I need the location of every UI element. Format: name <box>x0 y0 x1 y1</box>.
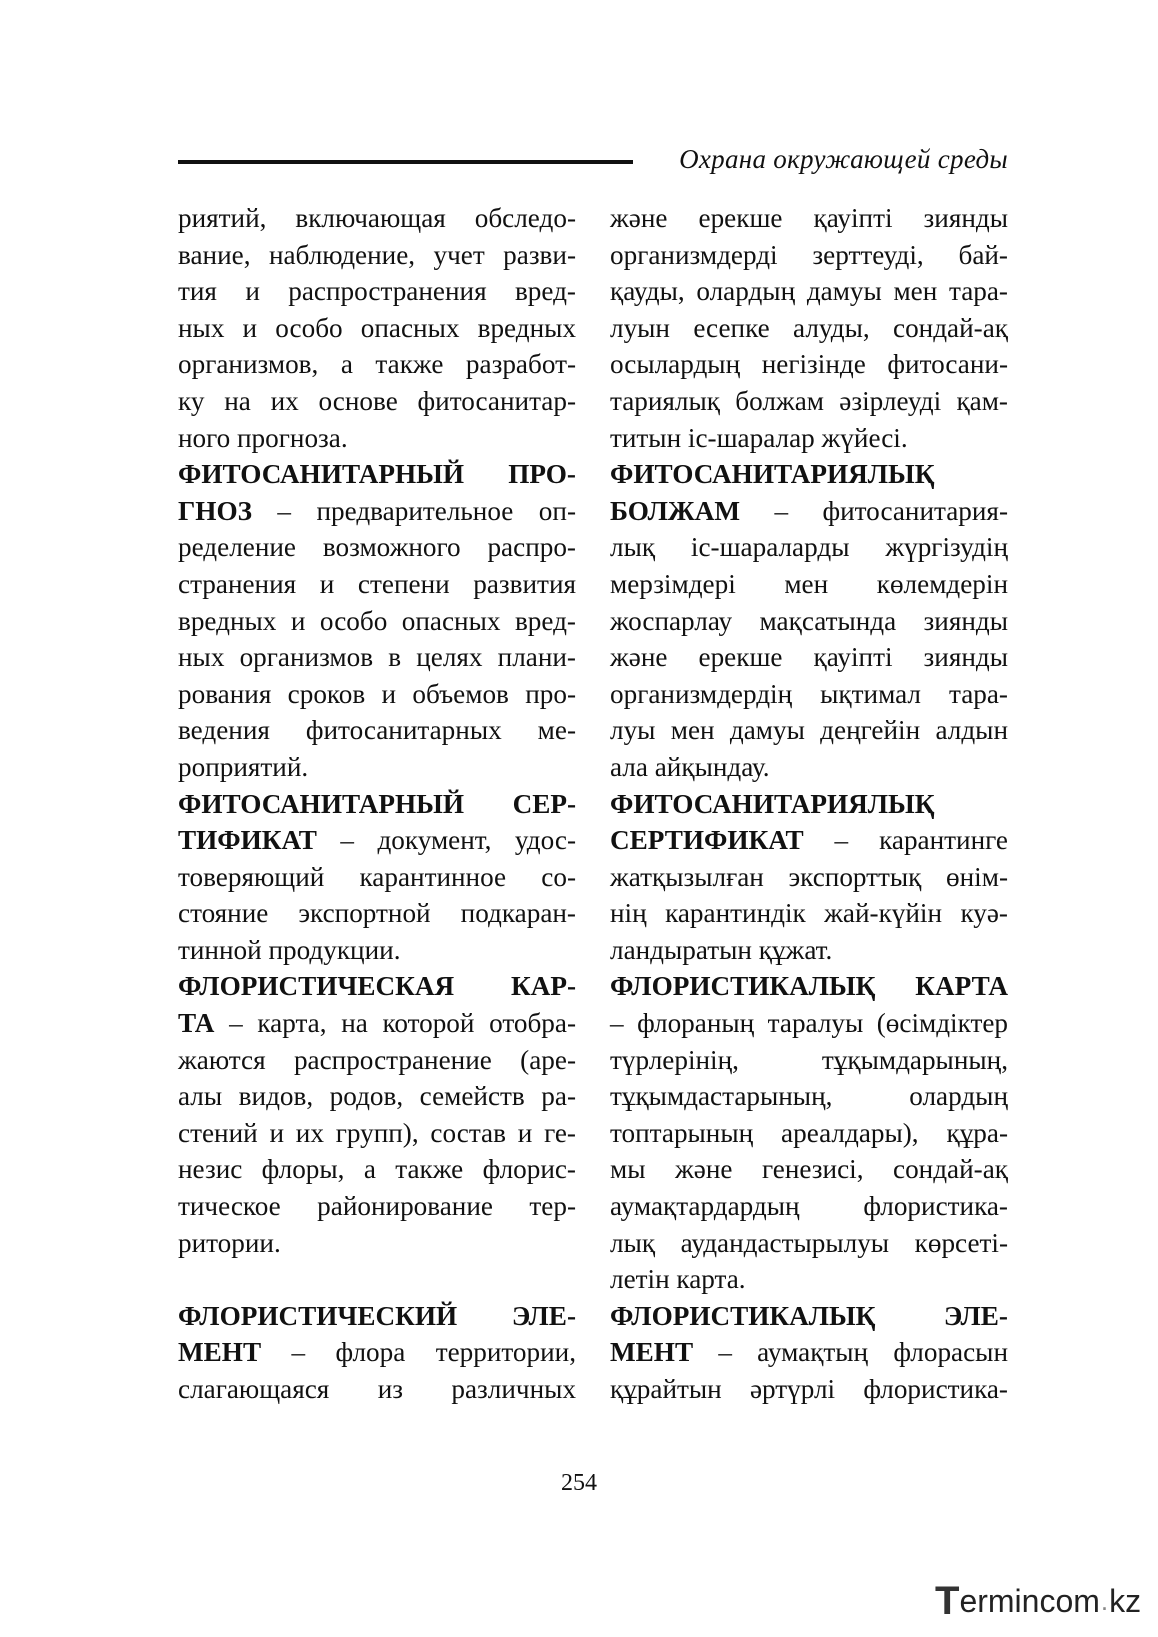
definition-text: лық іс-шараларды жүргізудің <box>610 532 1008 563</box>
definition-text: луы мен дамуы деңгейін алдын <box>610 715 1008 746</box>
text-line <box>610 1115 1008 1152</box>
text-line <box>610 1298 1008 1335</box>
term-heading: ГНОЗ <box>178 495 252 526</box>
watermark-dot: . <box>1100 1585 1109 1616</box>
text-line <box>610 859 1008 896</box>
text-line <box>178 639 576 676</box>
text-line <box>610 383 1008 420</box>
text-line <box>178 493 576 530</box>
definition-text: тия и распространения вред- <box>178 276 576 307</box>
term-heading: ФИТОСАНИТАРНЫЙ СЕР- <box>178 788 576 819</box>
text-line <box>610 749 1008 786</box>
definition-text: аумақтардардың флористика- <box>610 1191 1008 1222</box>
definition-text: топтарының ареалдары), құра- <box>610 1117 1008 1148</box>
text-line <box>178 932 576 969</box>
term-heading: МЕНТ <box>610 1337 694 1368</box>
text-line <box>610 712 1008 749</box>
text-line <box>610 639 1008 676</box>
text-line <box>178 1225 576 1262</box>
definition-text: және ерекше қауіпті зиянды <box>610 203 1008 233</box>
definition-text: тариялық болжам әзірлеуді қам- <box>610 385 1008 416</box>
definition-text: ределение возможного распро- <box>178 532 576 563</box>
text-line <box>610 895 1008 932</box>
definition-text: – флора территории, <box>261 1337 576 1368</box>
text-line <box>610 1005 1008 1042</box>
definition-text: алы видов, родов, семейств ра- <box>178 1081 576 1112</box>
text-line <box>610 200 1008 237</box>
text-line <box>178 1042 576 1079</box>
definition-text: тұқымдастарының, олардың <box>610 1081 1008 1112</box>
definition-text: организмдерді зерттеуді, бай- <box>610 239 1008 270</box>
definition-text: ведения фитосанитарных ме- <box>178 715 576 746</box>
definition-text: қауды, олардың дамуы мен тара- <box>610 276 1008 307</box>
definition-text: ландыратын құжат. <box>610 934 833 965</box>
text-line <box>610 310 1008 347</box>
text-line <box>178 895 576 932</box>
definition-text: және ерекше қауіпті зиянды <box>610 642 1008 673</box>
text-line <box>610 932 1008 969</box>
definition-text: – флораның таралуы (өсімдіктер <box>610 1008 1008 1039</box>
definition-text: организмов, а также разработ- <box>178 349 576 380</box>
definition-text: ных и особо опасных вредных <box>178 312 576 343</box>
text-line <box>178 1371 576 1408</box>
definition-text: вредных и особо опасных вред- <box>178 605 576 636</box>
text-line <box>610 493 1008 530</box>
text-line <box>178 529 576 566</box>
definition-text: осылардың негізінде фитосани- <box>610 349 1008 380</box>
text-line <box>610 676 1008 713</box>
term-heading: СЕРТИФИКАТ <box>610 825 804 856</box>
text-line <box>610 420 1008 457</box>
text-line <box>610 273 1008 310</box>
text-line <box>178 566 576 603</box>
watermark-name: ermincom <box>959 1582 1100 1619</box>
text-line <box>178 1334 576 1371</box>
definition-text: нің карантиндік жай-күйін куә- <box>610 898 1008 929</box>
text-line <box>610 1371 1008 1408</box>
text-line <box>178 859 576 896</box>
definition-text: – карантинге <box>803 825 1008 856</box>
text-line <box>178 822 576 859</box>
definition-text: роприятий. <box>178 751 309 782</box>
definition-text: вание, наблюдение, учет разви- <box>178 239 576 270</box>
page-number: 254 <box>561 1470 597 1496</box>
text-line <box>178 237 576 274</box>
definition-text: – предварительное оп- <box>251 495 576 526</box>
definition-text: стений и их групп), состав и ге- <box>178 1117 576 1148</box>
text-line <box>610 968 1008 1005</box>
definition-text: ала айқындау. <box>610 751 770 782</box>
definition-text: – аумақтың флорасын <box>693 1337 1008 1368</box>
term-heading: ФИТОСАНИТАРИЯЛЫҚ <box>610 459 935 490</box>
header-rule <box>178 160 633 164</box>
term-heading: ФИТОСАНИТАРИЯЛЫҚ <box>610 788 935 819</box>
page-header <box>178 144 1008 188</box>
text-line <box>178 1298 576 1335</box>
text-line <box>610 822 1008 859</box>
text-line <box>178 1151 576 1188</box>
definition-text: риятий, включающая обследо- <box>178 203 576 233</box>
text-line <box>178 1188 576 1225</box>
text-line <box>178 712 576 749</box>
definition-text: лық аудандастырылуы көрсеті- <box>610 1227 1008 1258</box>
definition-text: мерзімдері мен көлемдерін <box>610 568 1008 599</box>
running-header-title: Охрана окружающей среды <box>679 144 1008 174</box>
definition-text: ку на их основе фитосанитар- <box>178 385 576 416</box>
text-line <box>178 749 576 786</box>
definition-text: незис флоры, а также флорис- <box>178 1154 576 1185</box>
text-line <box>178 310 576 347</box>
text-line <box>610 456 1008 493</box>
right-column-kazakh <box>610 200 1008 1408</box>
term-heading: ФЛОРИСТИЧЕСКАЯ КАР- <box>178 971 576 1002</box>
term-heading: БОЛЖАМ <box>610 495 741 526</box>
text-line <box>610 1188 1008 1225</box>
definition-text: стояние экспортной подкаран- <box>178 898 576 929</box>
text-line <box>610 1261 1008 1298</box>
watermark-tld: kz <box>1109 1582 1142 1619</box>
text-line <box>610 566 1008 603</box>
definition-text: мы және генезисі, сондай-ақ <box>610 1154 1008 1185</box>
text-line <box>610 1151 1008 1188</box>
term-heading: ФЛОРИСТИКАЛЫҚ КАРТА <box>610 971 1008 1002</box>
definition-text: түрлерінің, тұқымдарының, <box>610 1044 1008 1075</box>
definition-text: ных организмов в целях плани- <box>178 642 576 673</box>
definition-text: тическое районирование тер- <box>178 1191 576 1222</box>
definition-text: жаются распространение (аре- <box>178 1044 576 1075</box>
text-line <box>610 237 1008 274</box>
text-line <box>178 273 576 310</box>
definition-text: товеряющий карантинное со- <box>178 861 576 892</box>
term-heading: ФЛОРИСТИЧЕСКИЙ ЭЛЕ- <box>178 1300 576 1331</box>
text-line <box>178 968 576 1005</box>
text-line <box>610 1334 1008 1371</box>
definition-text: құрайтын әртүрлі флористика- <box>610 1374 1008 1404</box>
definition-text: странения и степени развития <box>178 568 576 599</box>
text-line <box>178 383 576 420</box>
paragraph-gap <box>178 1261 576 1298</box>
term-heading: ФИТОСАНИТАРНЫЙ ПРО- <box>178 459 576 490</box>
text-line <box>178 420 576 457</box>
text-line <box>610 1225 1008 1262</box>
text-line <box>178 200 576 237</box>
definition-text: организмдердің ықтимал тара- <box>610 678 1008 709</box>
definition-text: рования сроков и объемов про- <box>178 678 576 709</box>
definition-text: – фитосанитария- <box>740 495 1008 526</box>
text-line <box>178 456 576 493</box>
term-heading: ФЛОРИСТИКАЛЫҚ ЭЛЕ- <box>610 1300 1008 1331</box>
text-line <box>178 1115 576 1152</box>
term-heading: ТА <box>178 1008 215 1039</box>
text-line <box>178 346 576 383</box>
definition-text: тинной продукции. <box>178 934 401 965</box>
term-heading: МЕНТ <box>178 1337 262 1368</box>
definition-text: жоспарлау мақсатында зиянды <box>610 605 1008 636</box>
left-column-russian <box>178 200 576 1408</box>
watermark-logo <box>935 1579 1141 1624</box>
definition-text: ного прогноза. <box>178 422 348 453</box>
text-line <box>178 603 576 640</box>
text-line <box>178 676 576 713</box>
term-heading: ТИФИКАТ <box>178 825 317 856</box>
definition-text: луын есепке алуды, сондай-ақ <box>610 312 1008 343</box>
text-line <box>610 1078 1008 1115</box>
text-line <box>610 1042 1008 1079</box>
definition-text: летін карта. <box>610 1264 746 1295</box>
text-line <box>178 786 576 823</box>
definition-text: – карта, на которой отобра- <box>214 1008 576 1039</box>
definition-text: ритории. <box>178 1227 281 1258</box>
termincom-watermark <box>935 1578 1141 1624</box>
watermark-letter-t: T <box>935 1578 960 1623</box>
text-line <box>178 1078 576 1115</box>
text-line <box>610 786 1008 823</box>
text-line <box>610 529 1008 566</box>
definition-text: титын іс-шаралар жүйесі. <box>610 422 908 453</box>
text-line <box>178 1005 576 1042</box>
definition-text: – документ, удос- <box>316 825 576 856</box>
text-line <box>610 346 1008 383</box>
definition-text: жатқызылған экспорттық өнім- <box>610 861 1008 892</box>
definition-text: слагающаяся из различных <box>178 1374 576 1404</box>
text-line <box>610 603 1008 640</box>
